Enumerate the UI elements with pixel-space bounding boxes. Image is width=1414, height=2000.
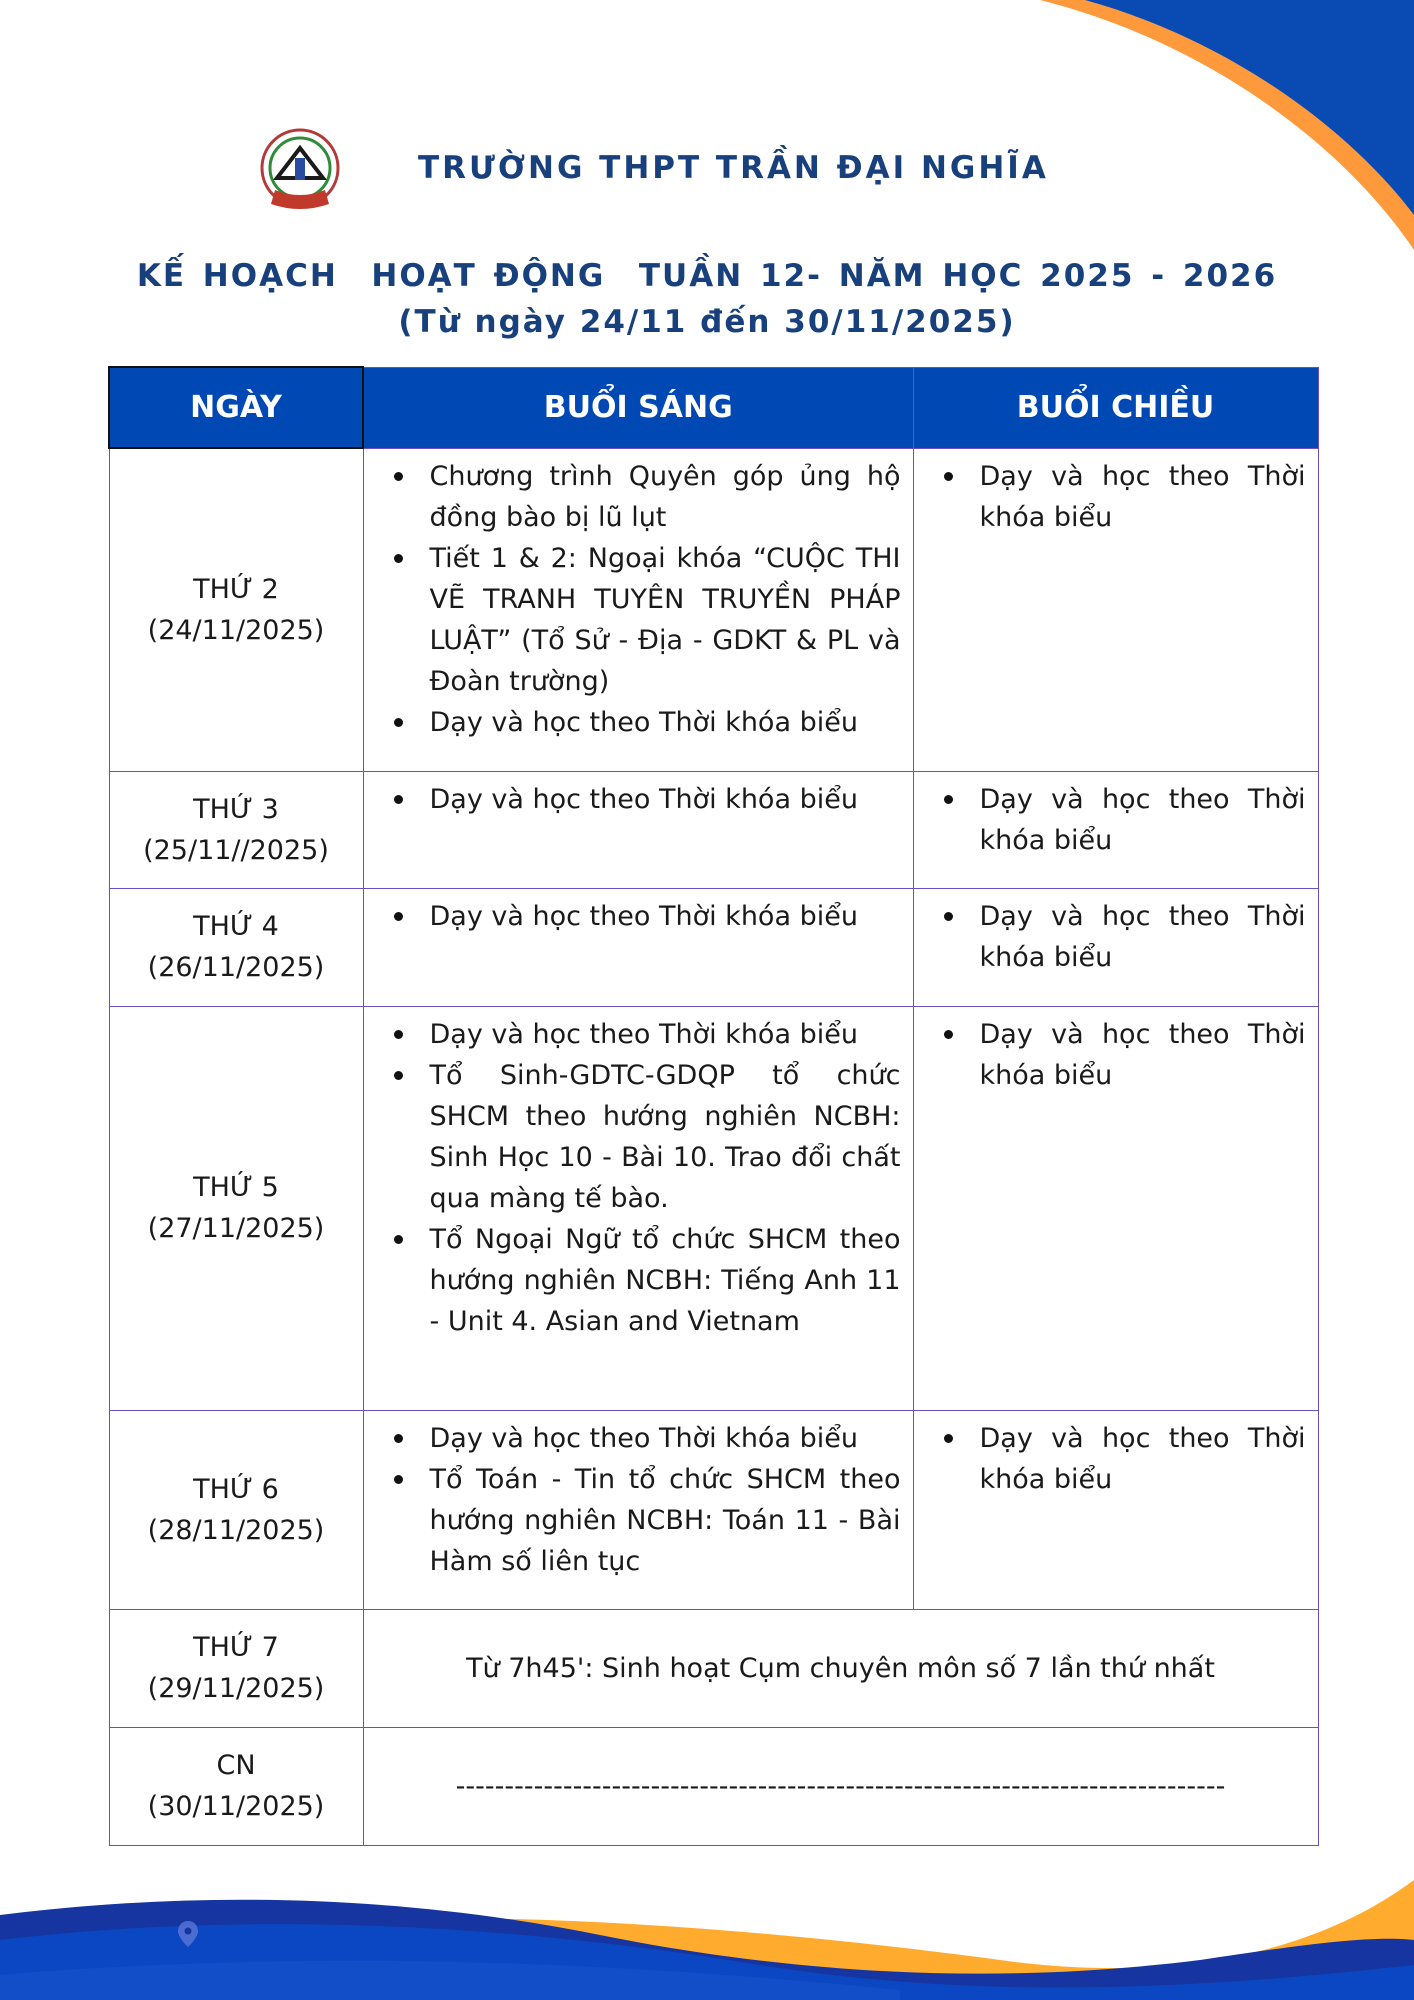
day-name: THỨ 3 — [193, 793, 279, 825]
afternoon-cell — [913, 888, 1318, 1006]
morning-cell — [363, 1410, 913, 1609]
afternoon-cell — [913, 1410, 1318, 1609]
merged-activity-cell — [363, 1727, 1318, 1845]
list-item: Dạy và học theo Thời khóa biểu — [376, 1014, 901, 1055]
morning-cell — [363, 1006, 913, 1410]
list-item: Dạy và học theo Thời khóa biểu — [376, 1418, 901, 1459]
day-name: THỨ 6 — [193, 1473, 279, 1505]
school-name: TRƯỜNG THPT TRẦN ĐẠI NGHĨA — [418, 150, 1049, 186]
day-cell — [109, 771, 363, 888]
table-header-row — [109, 367, 1318, 448]
day-date: (28/11/2025) — [147, 1514, 325, 1546]
day-name: THỨ 4 — [193, 911, 279, 942]
table-row — [109, 1609, 1318, 1727]
plan-subtitle: (Từ ngày 24/11 đến 30/11/2025) — [398, 304, 1016, 340]
list-item: Dạy và học theo Thời khóa biểu — [926, 896, 1306, 978]
column-header-day: NGÀY — [109, 367, 363, 448]
table-row — [109, 1727, 1318, 1845]
merged-activity-cell: Từ 7h45': Sinh hoạt Cụm chuyên môn số 7 lần thứ nhất — [363, 1609, 1318, 1727]
list-item: Dạy và học theo Thời khóa biểu — [926, 456, 1306, 538]
day-cell — [109, 448, 363, 771]
day-date: (27/11/2025) — [147, 1213, 325, 1244]
day-cell — [109, 1006, 363, 1410]
list-item: Dạy và học theo Thời khóa biểu — [376, 779, 901, 820]
column-header-afternoon: BUỔI CHIỀU — [913, 367, 1318, 448]
day-cell — [109, 888, 363, 1006]
list-item: Dạy và học theo Thời khóa biểu — [926, 1418, 1306, 1500]
morning-cell — [363, 771, 913, 888]
list-item: Tổ Sinh-GDTC-GDQP tổ chức SHCM theo hướng nghiên NCBH: Sinh Học 10 - Bài 10. Trao đổi chất qua màng tế bào. — [376, 1055, 901, 1219]
list-item: Tổ Ngoại Ngữ tổ chức SHCM theo hướng nghiên NCBH: Tiếng Anh 11 - Unit 4. Asian and Vietnam — [376, 1219, 901, 1342]
column-header-morning: BUỔI SÁNG — [363, 367, 913, 448]
list-item: Dạy và học theo Thời khóa biểu — [926, 779, 1306, 861]
day-date: (26/11/2025) — [147, 952, 325, 983]
school-header — [0, 128, 1414, 218]
morning-cell — [363, 448, 913, 771]
day-name: THỨ 5 — [193, 1172, 279, 1203]
table-row — [109, 1410, 1318, 1609]
list-item: Chương trình Quyên góp ủng hộ đồng bào bị lũ lụt — [376, 456, 901, 538]
list-item: Tổ Toán - Tin tổ chức SHCM theo hướng nghiên NCBH: Toán 11 - Bài Hàm số liên tục — [376, 1459, 901, 1582]
day-date: (24/11/2025) — [147, 614, 325, 646]
table-row — [109, 771, 1318, 888]
day-date: (29/11/2025) — [147, 1673, 325, 1704]
table-row — [109, 1006, 1318, 1410]
day-date: (25/11//2025) — [143, 834, 329, 866]
day-name: CN — [216, 1750, 256, 1781]
schedule-table — [108, 366, 1319, 1846]
empty-dash-line: ------------------------------------------------------------------------------- — [455, 1770, 1226, 1802]
day-cell — [109, 1410, 363, 1609]
day-name: THỨ 2 — [193, 573, 279, 605]
afternoon-cell — [913, 448, 1318, 771]
table-row — [109, 448, 1318, 771]
school-crest-icon — [255, 128, 345, 214]
afternoon-cell — [913, 1006, 1318, 1410]
morning-cell — [363, 888, 913, 1006]
plan-title: KẾ HOẠCH HOẠT ĐỘNG TUẦN 12- NĂM HỌC 2025 - 2026 — [136, 258, 1278, 294]
day-date: (30/11/2025) — [147, 1791, 325, 1822]
list-item: Dạy và học theo Thời khóa biểu — [376, 702, 901, 743]
table-row — [109, 888, 1318, 1006]
list-item: Dạy và học theo Thời khóa biểu — [926, 1014, 1306, 1096]
list-item: Dạy và học theo Thời khóa biểu — [376, 896, 901, 937]
list-item: Tiết 1 & 2: Ngoại khóa “CUỘC THI VẼ TRANH TUYÊN TRUYỀN PHÁP LUẬT” (Tổ Sử - Địa - GDKT & PL và Đoàn trường) — [376, 538, 901, 702]
day-cell — [109, 1609, 363, 1727]
day-name: THỨ 7 — [193, 1632, 279, 1663]
afternoon-cell — [913, 771, 1318, 888]
day-cell — [109, 1727, 363, 1845]
